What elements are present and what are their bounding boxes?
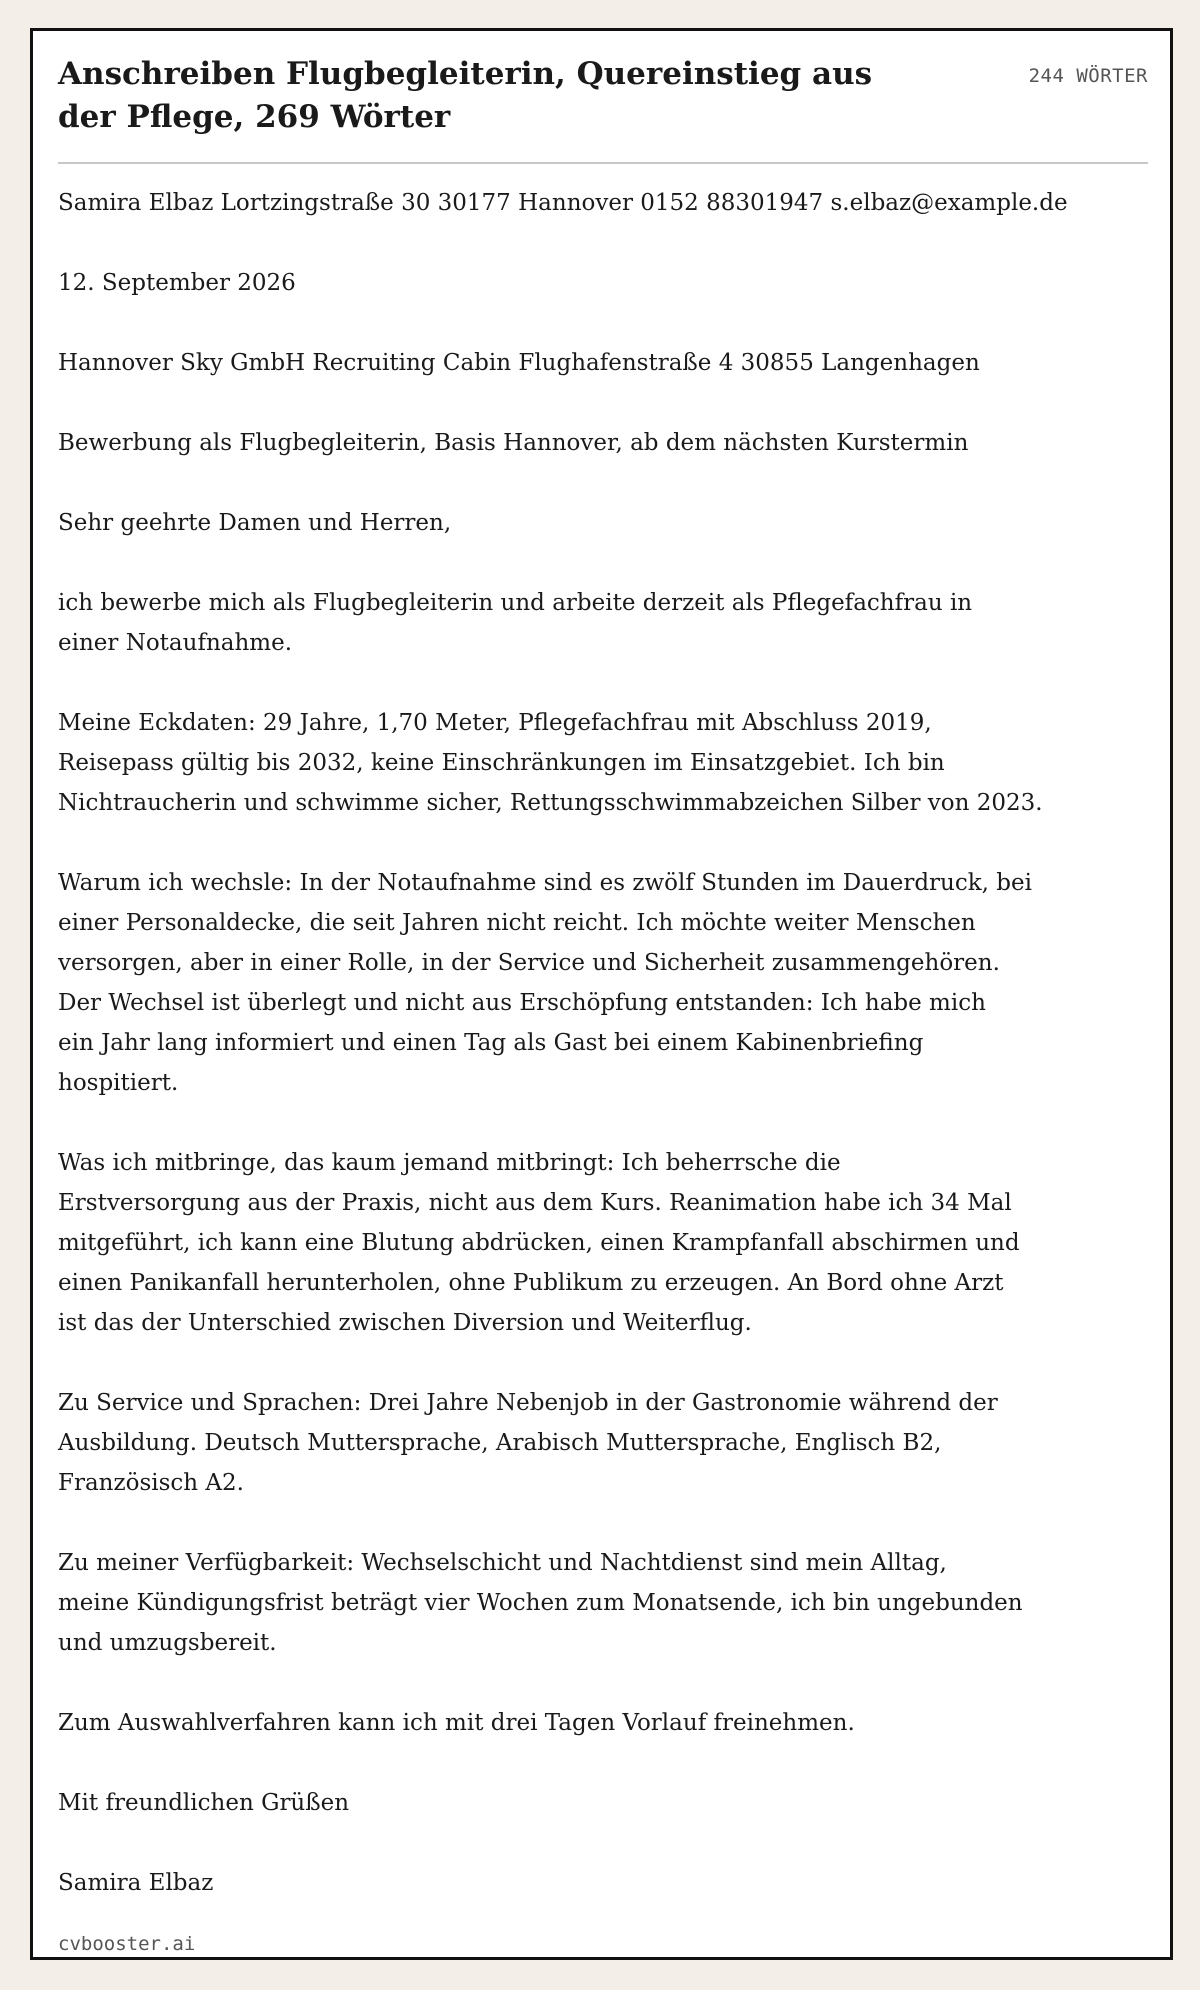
paragraph-line: versorgen, aber in einer Rolle, in der Service und Sicherheit zusammengehören.	[58, 950, 1000, 976]
paragraph-line: Meine Eckdaten: 29 Jahre, 1,70 Meter, Pflegefachfrau mit Abschluss 2019,	[58, 710, 932, 736]
paragraph-line: hospitiert.	[58, 1070, 179, 1096]
paragraph-line: Erstversorgung aus der Praxis, nicht aus dem Kurs. Reanimation habe ich 34 Mal	[58, 1190, 1012, 1216]
paragraph-line: Warum ich wechsle: In der Notaufnahme sind es zwölf Stunden im Dauerdruck, bei	[58, 870, 1032, 896]
paragraph-line: Zu Service und Sprachen: Drei Jahre Nebenjob in der Gastronomie während der	[58, 1390, 998, 1416]
paragraph-line: ist das der Unterschied zwischen Diversion und Weiterflug.	[58, 1310, 752, 1336]
letter-date: 12. September 2026	[58, 270, 296, 296]
title-line: der Pflege, 269 Wörter	[58, 99, 451, 135]
recipient-address: Hannover Sky GmbH Recruiting Cabin Flughafenstraße 4 30855 Langenhagen	[58, 350, 980, 376]
body-paragraph	[58, 583, 1148, 663]
body-paragraph	[58, 703, 1148, 823]
paragraph-line: meine Kündigungsfrist beträgt vier Wochen zum Monatsende, ich bin ungebunden	[58, 1590, 1023, 1616]
body-paragraph	[58, 1703, 1148, 1743]
paragraph-line: ich bewerbe mich als Flugbegleiterin und arbeite derzeit als Pflegefachfrau in	[58, 590, 973, 616]
body-paragraph	[58, 1143, 1148, 1343]
letter-paragraphs	[58, 583, 1148, 1743]
sender-address: Samira Elbaz Lortzingstraße 30 30177 Hannover 0152 88301947 s.elbaz@example.de	[58, 190, 1068, 216]
paragraph-line: ein Jahr lang informiert und einen Tag als Gast bei einem Kabinenbriefing	[58, 1030, 924, 1056]
paragraph-line: Was ich mitbringe, das kaum jemand mitbringt: Ich beherrsche die	[58, 1150, 841, 1176]
letter-card	[30, 28, 1173, 1960]
paragraph-line: Zum Auswahlverfahren kann ich mit drei Tagen Vorlauf freinehmen.	[58, 1710, 855, 1736]
footer-brand: cvbooster.ai	[58, 1933, 196, 1955]
paragraph-line: und umzugsbereit.	[58, 1630, 277, 1656]
body-paragraph	[58, 1543, 1148, 1663]
word-count-badge: 244 WÖRTER	[1028, 65, 1148, 87]
paragraph-line: Der Wechsel ist überlegt und nicht aus Erschöpfung entstanden: Ich habe mich	[58, 990, 986, 1016]
letter-subject: Bewerbung als Flugbegleiterin, Basis Hannover, ab dem nächsten Kurstermin	[58, 430, 969, 456]
paragraph-line: einen Panikanfall herunterholen, ohne Publikum zu erzeugen. An Bord ohne Arzt	[58, 1270, 1004, 1296]
header-divider	[58, 162, 1148, 164]
letter-closing: Mit freundlichen Grüßen	[58, 1790, 350, 1816]
body-paragraph	[58, 863, 1148, 1103]
title-line: Anschreiben Flugbegleiterin, Quereinstieg aus	[58, 56, 873, 92]
paragraph-line: Ausbildung. Deutsch Muttersprache, Arabisch Muttersprache, Englisch B2,	[58, 1430, 942, 1456]
letter-salutation: Sehr geehrte Damen und Herren,	[58, 510, 452, 536]
body-paragraph	[58, 1383, 1148, 1503]
paragraph-line: Reisepass gültig bis 2032, keine Einschränkungen im Einsatzgebiet. Ich bin	[58, 750, 945, 776]
paragraph-line: einer Personaldecke, die seit Jahren nicht reicht. Ich möchte weiter Menschen	[58, 910, 976, 936]
paragraph-line: Nichtraucherin und schwimme sicher, Rettungsschwimmabzeichen Silber von 2023.	[58, 790, 1043, 816]
document-title	[58, 53, 938, 139]
document-header	[58, 53, 1148, 163]
paragraph-line: Französisch A2.	[58, 1470, 244, 1496]
letter-signature: Samira Elbaz	[58, 1870, 214, 1896]
paragraph-line: Zu meiner Verfügbarkeit: Wechselschicht und Nachtdienst sind mein Alltag,	[58, 1550, 947, 1576]
paragraph-line: einer Notaufnahme.	[58, 630, 293, 656]
letter-body	[58, 183, 1148, 1943]
paragraph-line: mitgeführt, ich kann eine Blutung abdrücken, einen Krampfanfall abschirmen und	[58, 1230, 1020, 1256]
